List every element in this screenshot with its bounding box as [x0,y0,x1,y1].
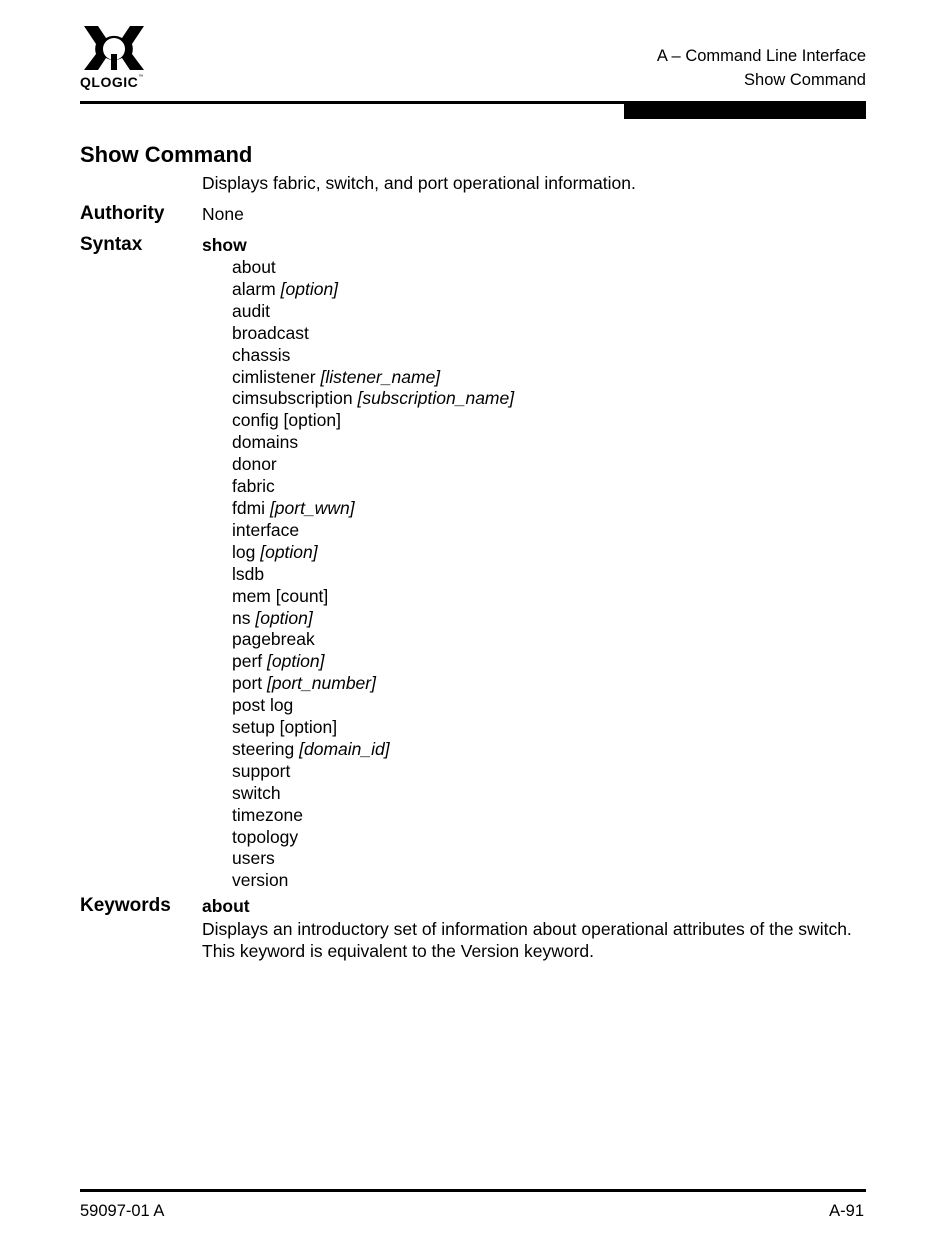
syntax-keyword: log [232,541,256,562]
syntax-item [232,498,514,520]
syntax-keyword: cimlistener [232,366,316,387]
syntax-argument: [option] [260,541,318,562]
syntax-item [232,608,514,630]
syntax-item [232,827,514,849]
syntax-item [232,586,514,608]
syntax-item [232,323,514,345]
syntax-keyword: chassis [232,344,291,365]
syntax-item [232,783,514,805]
syntax-keyword: alarm [232,278,276,299]
running-header [657,44,866,92]
syntax-item [232,673,514,695]
header-tab-bar [624,101,866,119]
syntax-keyword: switch [232,782,281,803]
syntax-item [232,695,514,717]
syntax-item [232,388,514,410]
qlogic-logo: QLOGIC™ [80,24,152,94]
syntax-keyword-list [232,257,514,892]
syntax-item [232,564,514,586]
qlogic-logo-icon [80,24,148,72]
header-section: Show Command [744,71,866,89]
syntax-item [232,739,514,761]
syntax-keyword: steering [232,738,295,759]
syntax-item [232,345,514,367]
syntax-keyword: mem [count] [232,585,329,606]
syntax-keyword: version [232,870,289,891]
syntax-argument: [subscription_name] [357,388,515,409]
authority-value: None [202,204,244,224]
syntax-command: show [202,235,247,255]
syntax-keyword: about [232,257,276,277]
syntax-keyword: pagebreak [232,629,315,650]
syntax-item [232,520,514,542]
syntax-keyword: setup [option] [232,717,338,738]
keyword-description: Displays an introductory set of information about operational attributes of the switch. This keyword is equivalent to the Version keyword. [202,919,852,961]
syntax-keyword: timezone [232,804,304,825]
syntax-argument: [option] [280,278,339,299]
syntax-keyword: interface [232,519,300,540]
syntax-item [232,761,514,783]
syntax-item [232,870,514,892]
syntax-argument: [option] [255,607,313,628]
syntax-item [232,651,514,673]
syntax-item [232,367,514,389]
command-description: Displays fabric, switch, and port operational information. [202,173,636,193]
syntax-argument: [port_number] [267,673,376,694]
page-number: A-91 [829,1202,864,1220]
syntax-keyword: port [232,673,263,694]
syntax-item [232,805,514,827]
syntax-item [232,432,514,454]
syntax-keyword: domains [232,432,299,453]
syntax-keyword: donor [232,454,277,475]
syntax-item [232,629,514,651]
syntax-keyword: fabric [232,476,275,497]
syntax-keyword: audit [232,300,270,321]
syntax-argument: [option] [267,651,325,672]
syntax-keyword: config [option] [232,410,341,431]
syntax-keyword: topology [232,826,299,847]
syntax-item [232,410,514,432]
syntax-keyword: broadcast [232,322,309,343]
syntax-argument: [listener_name] [320,366,441,387]
authority-label: Authority [80,203,165,224]
syntax-label: Syntax [80,234,143,255]
syntax-item [232,717,514,739]
footer-divider [80,1189,866,1192]
syntax-argument: [port_wwn] [269,497,355,518]
logo-wordmark: QLOGIC [80,74,139,90]
syntax-keyword: fdmi [232,497,266,518]
document-number: 59097-01 A [80,1202,165,1220]
syntax-keyword: users [232,848,275,869]
syntax-item [232,454,514,476]
syntax-keyword: ns [232,607,251,628]
page-title: Show Command [80,142,253,167]
keywords-label: Keywords [80,895,171,916]
syntax-item [232,279,514,301]
syntax-keyword: lsdb [232,563,265,584]
syntax-item [232,301,514,323]
header-chapter: A – Command Line Interface [656,47,866,65]
syntax-argument: [domain_id] [299,738,390,759]
syntax-keyword: cimsubscription [232,388,353,409]
keyword-term: about [202,896,250,916]
syntax-item [232,848,514,870]
syntax-item [232,257,514,279]
syntax-keyword: post log [232,695,294,716]
syntax-keyword: perf [232,651,263,672]
syntax-keyword: support [232,760,291,781]
syntax-item [232,542,514,564]
syntax-item [232,476,514,498]
